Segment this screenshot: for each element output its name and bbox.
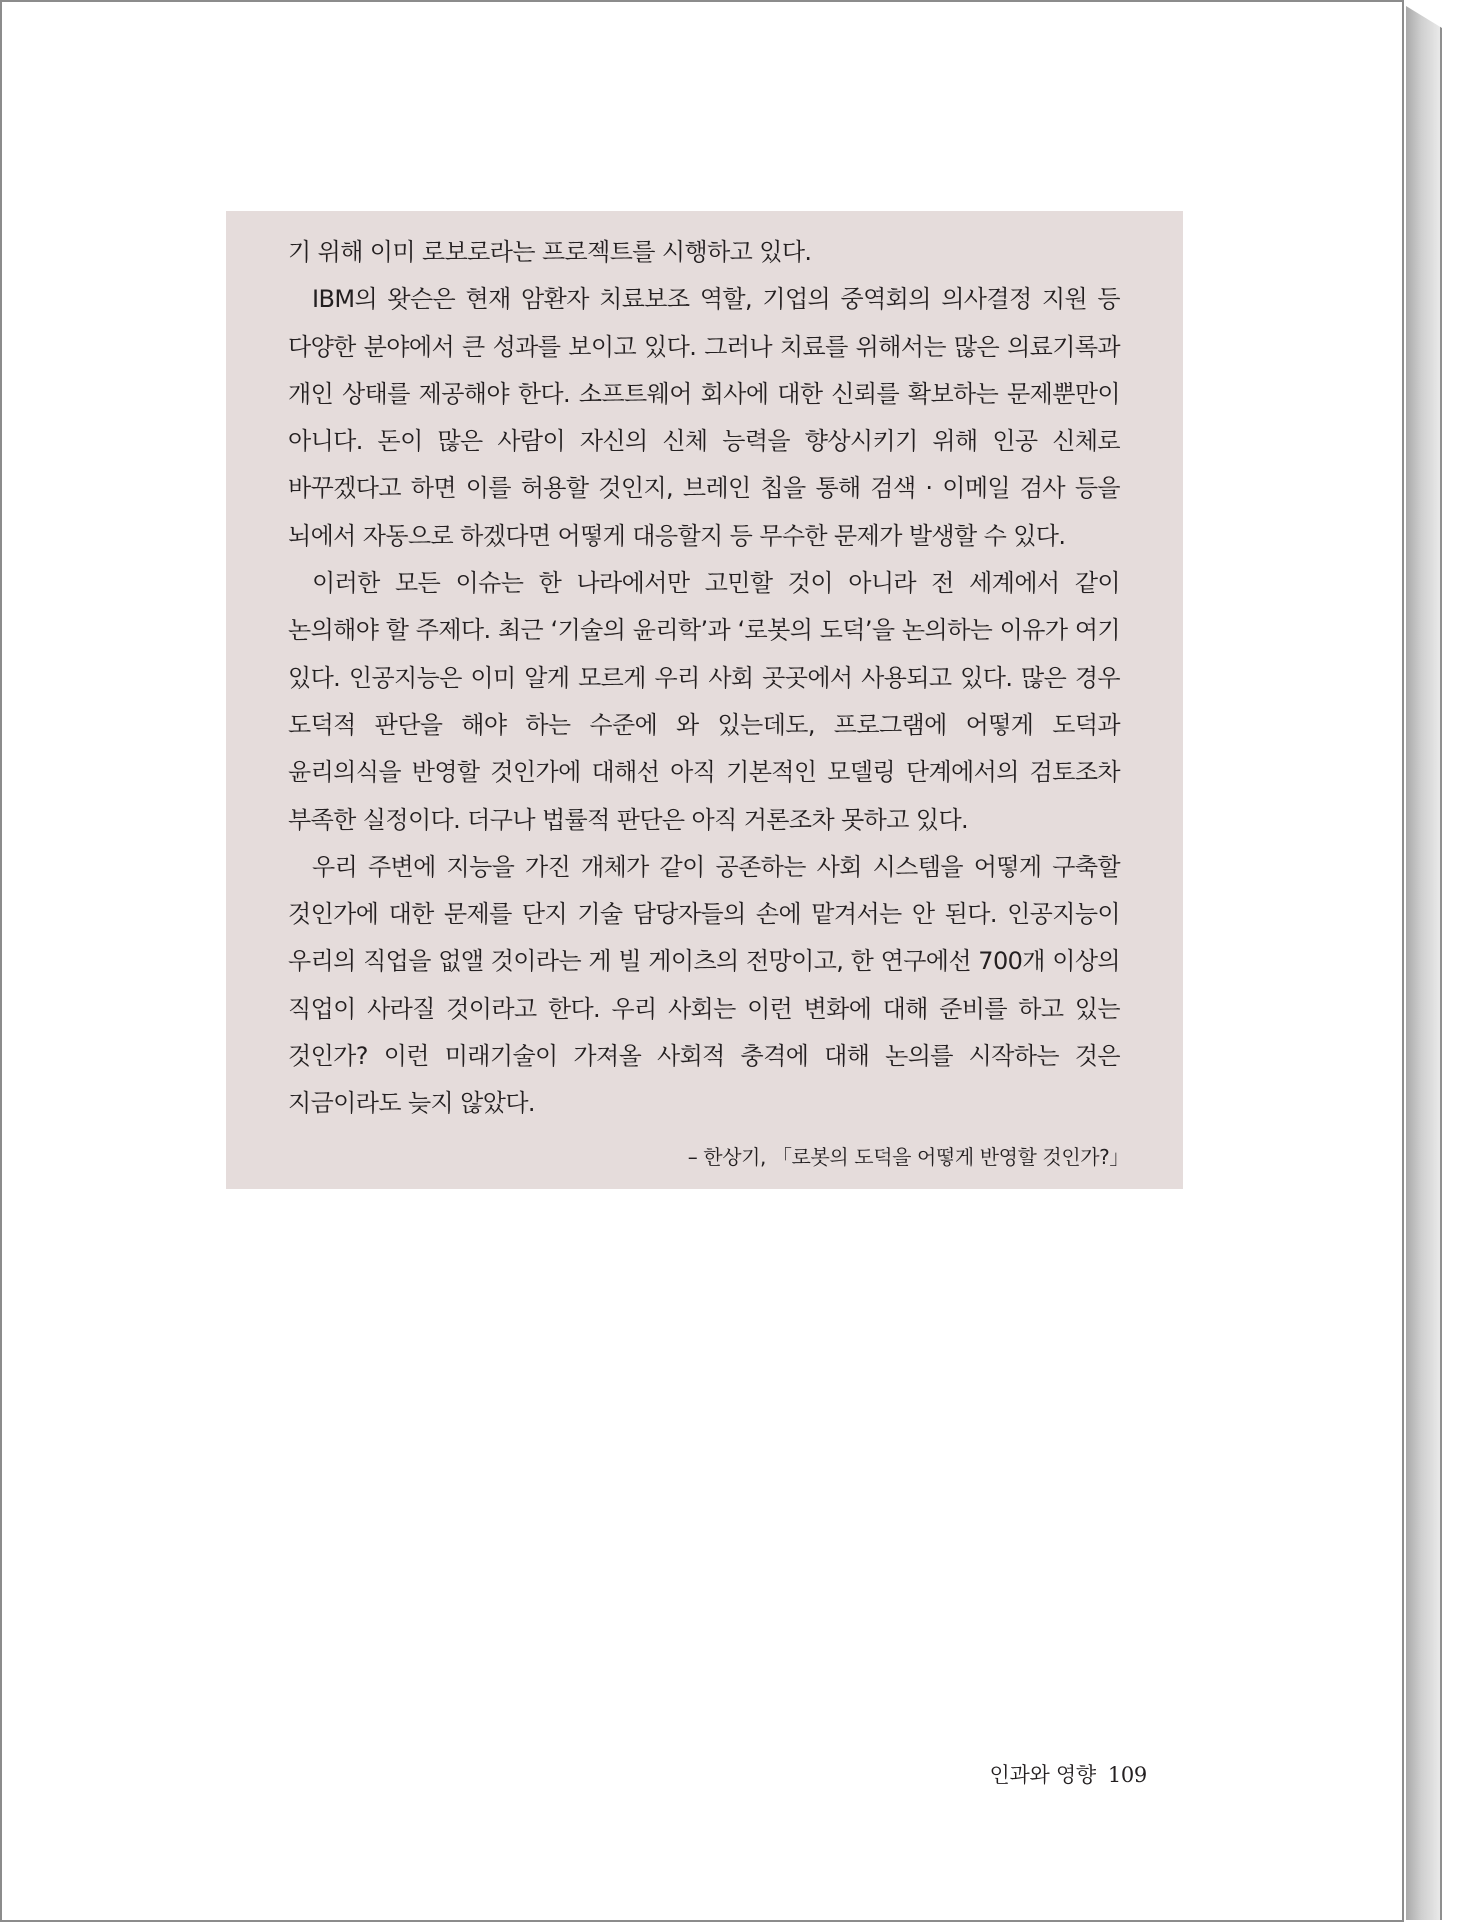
- quote-citation: – 한상기, 「로봇의 도덕을 어떻게 반영할 것인가?」: [687, 1145, 1129, 1169]
- page-number: 109: [1107, 1763, 1147, 1787]
- quote-paragraph-2: IBM의 왓슨은 현재 암환자 치료보조 역할, 기업의 중역회의 의사결정 지원 등 다양한 분야에서 큰 성과를 보이고 있다. 그러나 치료를 위해서는 많은 의료기록과 개인 상태를 제공해야 한다. 소프트웨어 회사에 대한 신뢰를 확보하는 문제뿐만이 아니다. 돈이 많은 사람이 자신의 신체 능력을 향상시키기 위해 인공 신체로 바꾸겠다고 하면 이를 허용할 것인지, 브레인 칩을 통해 검색 · 이메일 검사 등을 뇌에서 자동으로 하겠다면 어떻게 대응할지 등 무수한 문제가 발생할 수 있다.: [288, 285, 1120, 550]
- chapter-title: 인과와 영향: [989, 1763, 1096, 1787]
- page-stack-edge: [1406, 6, 1442, 1920]
- page-footer: [990, 1759, 1148, 1789]
- quote-paragraph-4: 우리 주변에 지능을 가진 개체가 같이 공존하는 사회 시스템을 어떻게 구축할 것인가에 대한 문제를 단지 기술 담당자들의 손에 맡겨서는 안 된다. 인공지능이 우리의 직업을 없앨 것이라는 게 빌 게이츠의 전망이고, 한 연구에선 700개 이상의 직업이 사라질 것이라고 한다. 우리 사회는 이런 변화에 대해 준비를 하고 있는 것인가? 이런 미래기술이 가져올 사회적 충격에 대해 논의를 시작하는 것은 지금이라도 늦지 않았다.: [288, 852, 1120, 1118]
- quote-paragraph-3: 이러한 모든 이슈는 한 나라에서만 고민할 것이 아니라 전 세계에서 같이 논의해야 할 주제다. 최근 ‘기술의 윤리학’과 ‘로봇의 도덕’을 논의하는 이유가 여기 있다. 인공지능은 이미 알게 모르게 우리 사회 곳곳에서 사용되고 있다. 많은 경우 도덕적 판단을 해야 하는 수준에 와 있는데도, 프로그램에 어떻게 도덕과 윤리의식을 반영할 것인가에 대해선 아직 기본적인 모델링 단계에서의 검토조차 부족한 실정이다. 더구나 법률적 판단은 아직 거론조차 못하고 있다.: [288, 569, 1120, 834]
- quote-paragraph-1: 기 위해 이미 로보로라는 프로젝트를 시행하고 있다.: [288, 238, 812, 266]
- quote-box: [226, 211, 1183, 1189]
